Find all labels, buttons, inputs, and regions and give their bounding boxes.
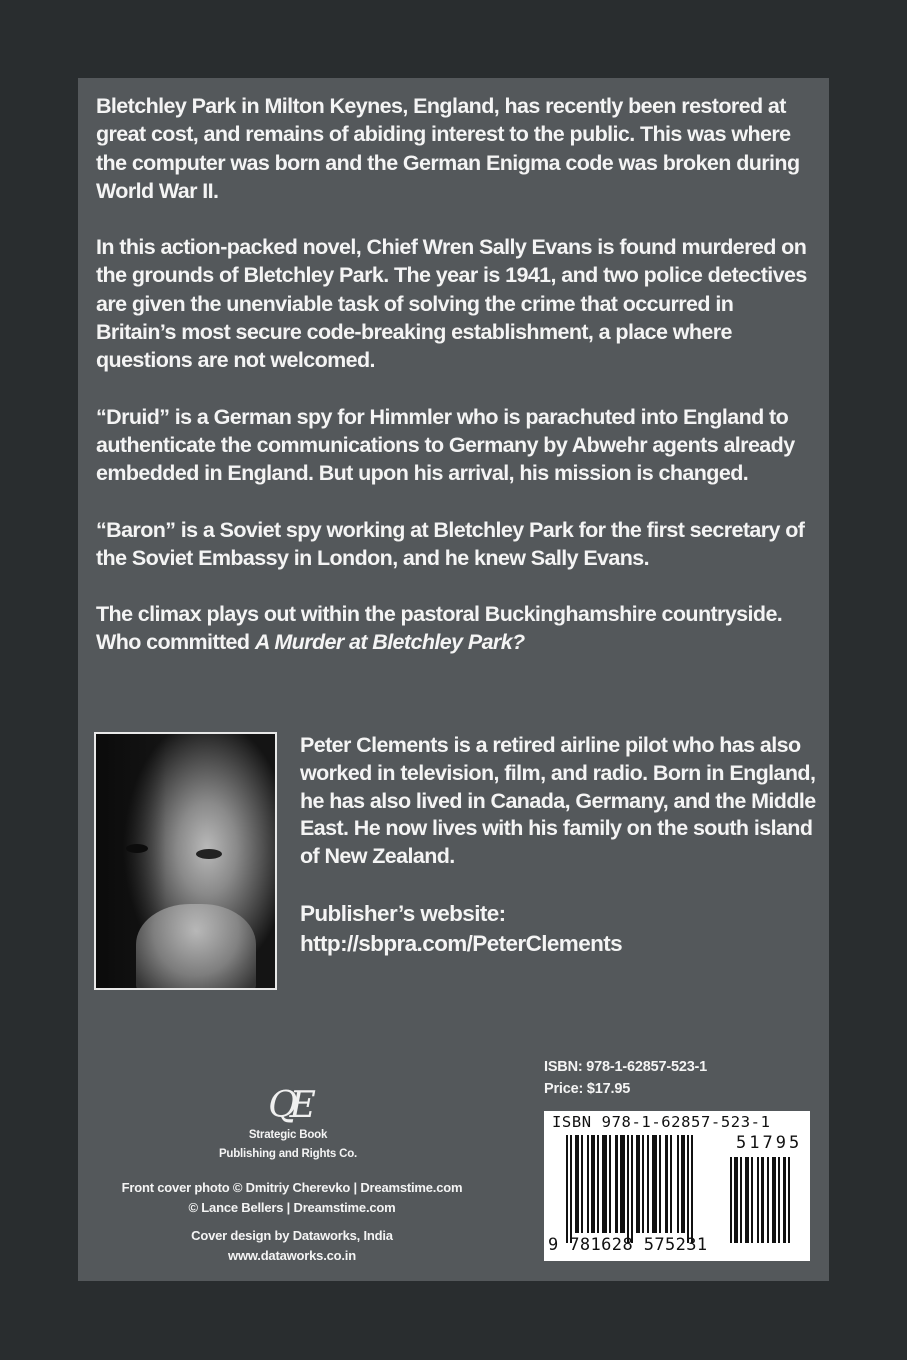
isbn-label: ISBN: 978-1-62857-523-1 <box>544 1059 708 1075</box>
bio-text: Peter Clements is a retired airline pilot who has also worked in television, film, and radio. Born in England, he has also lived in Canada, Germany, and the Middle East. He now lives with his family on the south island of New Zealand. <box>300 733 816 869</box>
isbn-price-block <box>544 1056 814 1100</box>
barcode-main-bars <box>566 1135 718 1245</box>
publisher-name-line2: Publishing and Rights Co. <box>218 1148 358 1160</box>
book-title-italic: A Murder at Bletchley Park? <box>254 630 525 655</box>
publisher-website <box>300 899 820 959</box>
credits-block <box>92 1178 492 1266</box>
publisher-logo-block <box>178 1086 398 1164</box>
website-url[interactable]: http://sbpra.com/PeterClements <box>300 930 623 956</box>
barcode-addon-digits: 51795 <box>736 1133 803 1153</box>
photo-eye-right <box>196 849 222 859</box>
author-bio <box>300 732 820 959</box>
blurb-paragraph-1: Bletchley Park in Milton Keynes, England, has recently been restored at great cost, and remains of abiding interest to the public. This was where the computer was born and the German Enigma code was broken during World War II. <box>96 94 800 203</box>
climax-text: The climax plays out within the pastoral Buckinghamshire countryside. Who committed <box>96 602 783 655</box>
photo-beard <box>136 904 256 990</box>
blurb-paragraph-2: In this action-packed novel, Chief Wren Sally Evans is found murdered on the grounds of Bletchley Park. The year is 1941, and two police detectives are given the unenviable task of solving the crime that occurred in Britain’s most secure code-breaking establishment, a place where questions are not welcomed. <box>96 235 807 373</box>
blurb-paragraph-3: “Druid” is a German spy for Himmler who is parachuted into England to authenticate the communications to Germany by Abwehr agents already embedded in England. But upon his arrival, his mission is changed. <box>96 404 795 486</box>
barcode-isbn-header: ISBN 978-1-62857-523-1 <box>552 1113 771 1131</box>
blurb-paragraph-4: “Baron” is a Soviet spy working at Bletchley Park for the first secretary of the Soviet Embassy in London, and he knew Sally Evans. <box>96 517 805 570</box>
photo-credit-line2: © Lance Bellers | Dreamstime.com <box>188 1200 396 1215</box>
design-credit-line2[interactable]: www.dataworks.co.in <box>228 1248 356 1263</box>
price-label: Price: $17.95 <box>544 1081 631 1097</box>
publisher-name-line1: Strategic Book <box>248 1129 328 1141</box>
photo-credit-line1: Front cover photo © Dmitriy Cherevko | Dreamstime.com <box>121 1180 463 1195</box>
back-cover-panel <box>78 78 829 1281</box>
book-blurb <box>96 92 816 685</box>
design-credit-line1: Cover design by Dataworks, India <box>191 1228 393 1243</box>
barcode-ean-digits: 9 781628 575231 <box>548 1235 708 1255</box>
barcode-addon-bars <box>730 1157 804 1243</box>
website-label: Publisher’s website: <box>300 900 506 926</box>
publisher-logo-icon: QE <box>268 1085 308 1126</box>
blurb-paragraph-climax <box>96 600 816 657</box>
author-photo <box>94 732 277 990</box>
barcode <box>544 1111 810 1261</box>
photo-eye-left <box>126 844 148 853</box>
